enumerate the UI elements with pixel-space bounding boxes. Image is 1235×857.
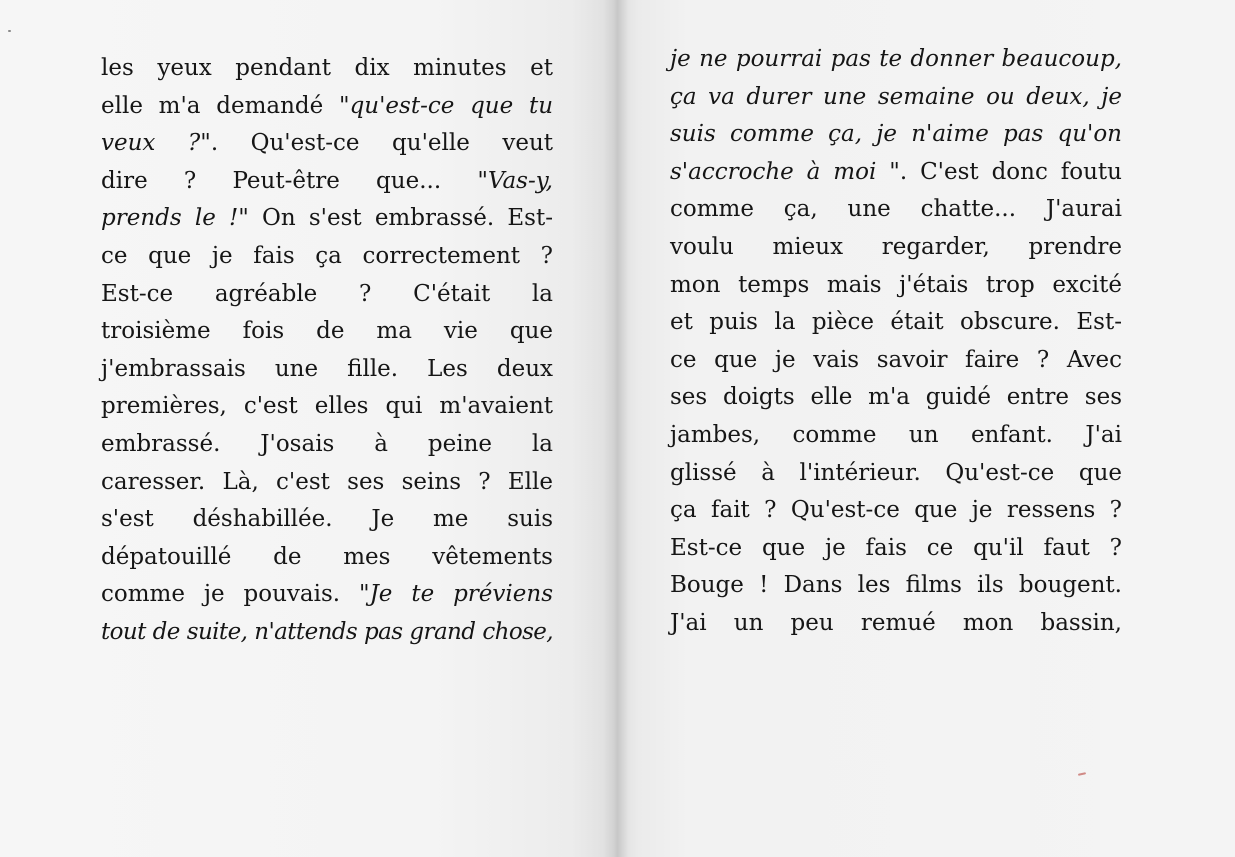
text-line: veux ?". Qu'est-ce qu'elle veut: [101, 130, 553, 157]
text-line: je ne pourrai pas te donner beaucoup,: [670, 46, 1122, 72]
text-line: embrassé. J'osais à peine la: [101, 430, 553, 457]
text-line: Est-ce agréable ? C'était la: [101, 280, 553, 307]
text-line: prends le !" On s'est embrassé. Est-: [101, 205, 553, 232]
text-line: ça fait ? Qu'est-ce que je ressens ?: [670, 497, 1122, 524]
left-page: [0, 0, 614, 857]
left-page-text: [101, 50, 553, 652]
text-line: dépatouillé de mes vêtements: [101, 543, 553, 570]
text-line: ça va durer une semaine ou deux, je: [670, 83, 1122, 110]
text-line: et puis la pièce était obscure. Est-: [670, 309, 1122, 336]
text-line: ses doigts elle m'a guidé entre ses: [670, 384, 1122, 411]
text-line: premières, c'est elles qui m'avaient: [101, 393, 553, 420]
text-line: les yeux pendant dix minutes et: [101, 55, 553, 81]
text-line: Bouge ! Dans les films ils bougent.: [670, 572, 1122, 599]
right-page: [614, 0, 1235, 857]
text-line: glissé à l'intérieur. Qu'est-ce que: [670, 459, 1122, 486]
text-line: jambes, comme un enfant. J'ai: [670, 421, 1122, 448]
text-line: elle m'a demandé "qu'est-ce que tu: [101, 92, 554, 119]
text-line: voulu mieux regarder, prendre: [670, 233, 1122, 260]
text-line: j'embrassais une fille. Les deux: [101, 355, 553, 382]
text-line: comme ça, une chatte... J'aurai: [670, 196, 1122, 223]
text-line: ce que je fais ça correctement ?: [101, 242, 553, 269]
text-line: comme je pouvais. "Je te préviens: [101, 581, 553, 608]
text-line: J'ai un peu remué mon bassin,: [670, 609, 1122, 636]
paper-speck: [8, 30, 11, 32]
text-line: s'accroche à moi ". C'est donc foutu: [670, 158, 1122, 185]
text-line: troisième fois de ma vie que: [101, 318, 553, 345]
text-line: dire ? Peut-être que... "Vas-y,: [101, 167, 553, 194]
text-line: tout de suite, n'attends pas grand chose,: [101, 618, 553, 645]
text-line: ce que je vais savoir faire ? Avec: [670, 346, 1122, 373]
paper-mark: [1078, 772, 1086, 776]
text-line: suis comme ça, je n'aime pas qu'on: [670, 121, 1122, 148]
text-line: caresser. Là, c'est ses seins ? Elle: [101, 468, 553, 495]
right-page-text: [670, 41, 1122, 643]
text-line: s'est déshabillée. Je me suis: [101, 506, 553, 533]
text-line: Est-ce que je fais ce qu'il faut ?: [670, 534, 1122, 561]
text-line: mon temps mais j'étais trop excité: [670, 271, 1122, 298]
